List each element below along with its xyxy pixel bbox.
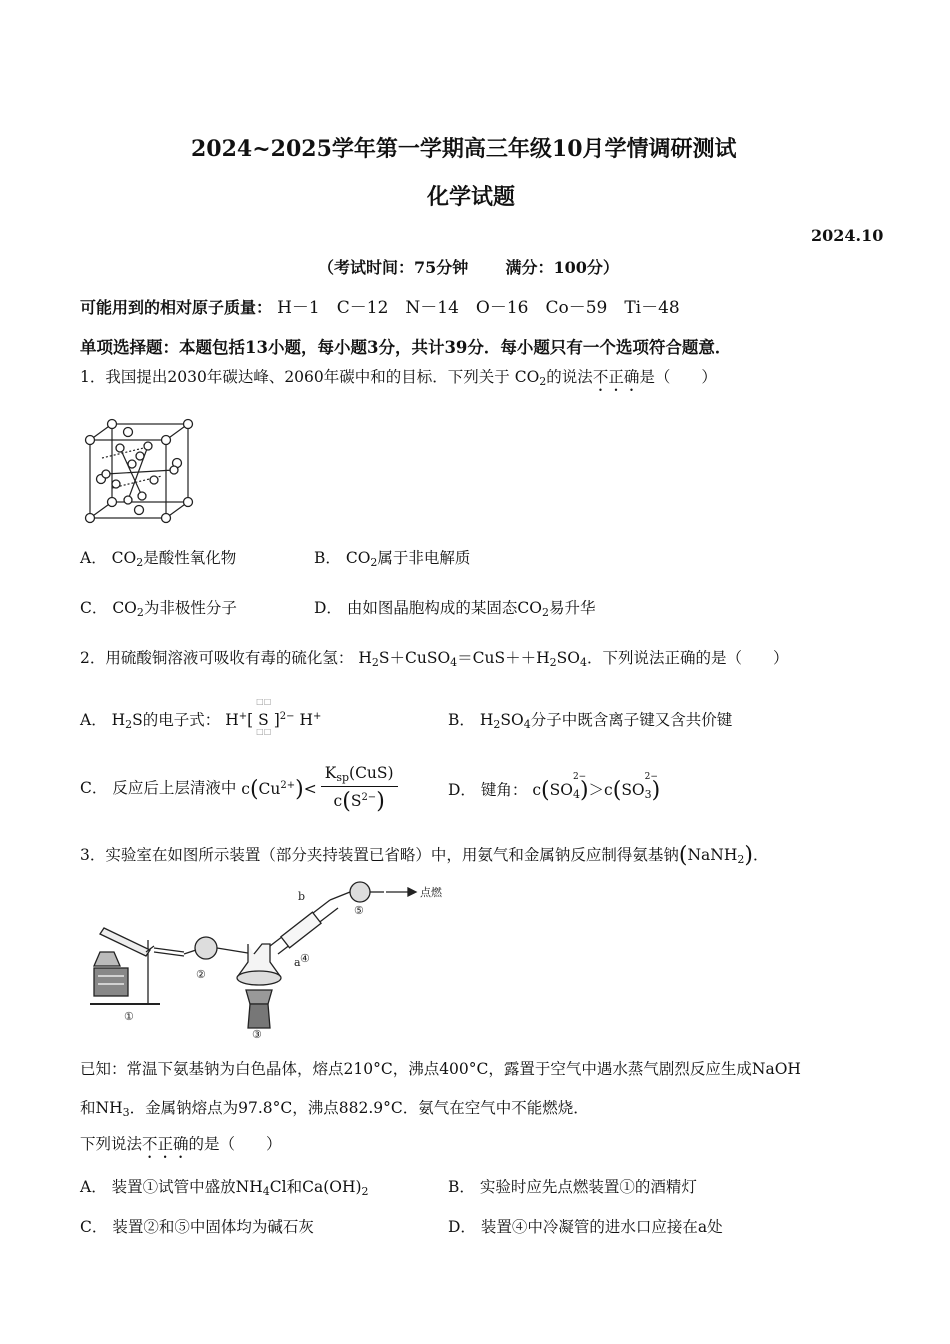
h2so4-formula: $H_2SO_4$ [479, 711, 531, 731]
q3-ask-b: 的是（ ） [188, 1135, 282, 1153]
exam-subject: 化学试题 [427, 184, 516, 210]
q2-option-c[interactable] [80, 764, 402, 814]
svg-text:①: ① [124, 1010, 134, 1023]
svg-text:a: a [294, 956, 301, 969]
question-1-text-a: 我国提出2030年碳达峰、2060年碳中和的目标．下列关于 [105, 368, 510, 386]
question-1-emph: 不正确 [592, 368, 640, 386]
exam-date: 2024.10 [811, 226, 884, 245]
q1-option-d-label: D． [314, 599, 342, 617]
bond-angle-expression: c(SO $_{2- 4}$)＞c(SO $_{2- 3}$) [532, 772, 661, 803]
q1-option-c-label: C． [80, 599, 108, 617]
question-3-text-a: 实验室在如图所示装置（部分夹持装置已省略）中，用氨气和金属钠反应制得氨基钠 [105, 846, 679, 864]
q2-option-d-label: D． [448, 781, 476, 799]
q3-option-c[interactable] [80, 1215, 314, 1237]
atomic-masses-label: 可能用到的相对原子质量： [80, 298, 273, 317]
exam-score-text: 满分：100分） [505, 258, 619, 277]
q3-option-c-label: C． [80, 1218, 108, 1236]
q1-option-d-text-b: 易升华 [548, 599, 596, 617]
co2-formula: $CO_2$ [345, 549, 378, 569]
q3-option-c-text: 装置②和⑤中固体均为碱石灰 [112, 1218, 314, 1236]
nh4cl-formula: $NH_4Cl$ [235, 1178, 287, 1198]
svg-text:③: ③ [252, 1028, 262, 1040]
q2-option-b[interactable] [448, 708, 732, 731]
question-3-num: 3． [80, 846, 106, 864]
question-2-stem [80, 646, 788, 669]
q2-option-b-text: 分子中既含离子键又含共价键 [530, 711, 733, 729]
co2-formula: $CO_2$ [112, 599, 144, 619]
ksp-fraction: $\frac{K_{sp}(CuS)}{c(S^{2-})}$ [321, 764, 398, 814]
q2-option-c-label: C． [80, 779, 108, 797]
q1-option-b[interactable] [314, 546, 470, 569]
h2s-formula: $H_2S$ [111, 711, 143, 731]
atomic-masses-values: H－1 C－12 N－14 O－16 Co－59 Ti－48 [277, 298, 680, 318]
nanh2-formula: (NaNH$_2$)． [678, 843, 769, 868]
question-1-text-c: 是（ ） [639, 368, 717, 386]
q2-option-a[interactable] [80, 697, 322, 736]
question-1-stem [80, 365, 717, 395]
q3-option-b[interactable] [448, 1175, 697, 1197]
q3-known-b-a: 和 [80, 1099, 96, 1117]
exam-time-text: （考试时间：75分钟 [318, 258, 469, 277]
q3-known-b-b: ．金属钠熔点为97.8°C，沸点882.9°C．氨气在空气中不能燃烧． [129, 1099, 589, 1117]
q2-option-a-label: A． [80, 711, 107, 729]
q1-option-d-text-a: 由如图晶胞构成的某固态 [346, 599, 518, 617]
cu-concentration-expression: $c(Cu^{2+})<$ [241, 776, 317, 802]
q3-option-a-label: A． [80, 1178, 107, 1196]
question-1-num: 1． [80, 368, 106, 386]
q3-option-b-text: 实验时应先点燃装置①的酒精灯 [479, 1178, 697, 1196]
exam-title: 2024~2025学年第一学期高三年级10月学情调研测试 [191, 136, 737, 162]
q1-option-b-text: 属于非电解质 [377, 549, 471, 567]
question-2-num: 2． [80, 649, 106, 667]
q3-option-a-text-b: 和 [286, 1178, 303, 1196]
q1-option-d[interactable] [314, 596, 595, 619]
q3-ask-emph: 不正确 [142, 1135, 189, 1153]
q1-option-a[interactable] [80, 546, 236, 569]
section-heading: 单项选择题：本题包括13小题，每小题3分，共计39分．每小题只有一个选项符合题意． [80, 338, 732, 357]
q2-option-b-label: B． [448, 711, 475, 729]
co2-formula: $CO_2$ [514, 368, 547, 388]
q2-option-d[interactable] [448, 772, 661, 803]
svg-text:②: ② [196, 968, 206, 981]
question-1-text-b: 的说法 [546, 368, 593, 386]
svg-text:⑤: ⑤ [354, 904, 364, 917]
svg-text:④: ④ [300, 952, 310, 965]
q3-ask [80, 1132, 282, 1162]
q3-known-line-1: 已知：常温下氨基钠为白色晶体，熔点210°C，沸点400°C，露置于空气中遇水蒸气剧烈反应生成NaOH [80, 1060, 801, 1078]
question-2-text-a: 用硫酸铜溶液可吸收有毒的硫化氢： [105, 649, 354, 667]
q2-option-d-text: 键角： [480, 781, 528, 799]
q1-option-a-text: 是酸性氧化物 [143, 549, 237, 567]
co2-formula: $CO_2$ [111, 549, 144, 569]
fire-label: 点燃 [420, 886, 442, 899]
q1-option-b-label: B． [314, 549, 341, 567]
q3-ask-a: 下列说法 [80, 1135, 143, 1153]
co2-formula: $CO_2$ [517, 599, 549, 619]
question-2-text-b: ．下列说法正确的是（ ） [586, 649, 789, 667]
co2-unit-cell-figure [82, 418, 198, 524]
q1-option-a-label: A． [80, 549, 107, 567]
q3-option-d-text: 装置④中冷凝管的进水口应接在a处 [480, 1218, 723, 1236]
h2s-electron-formula: H+[ S □□ □□ ]$^{2-}$ H+ [225, 697, 322, 736]
q3-option-d[interactable] [448, 1215, 723, 1237]
q1-option-c[interactable] [80, 596, 237, 619]
svg-text:b: b [298, 890, 306, 903]
q3-option-a-text-a: 装置①试管中盛放 [111, 1178, 236, 1196]
exam-time [318, 255, 619, 278]
q3-option-d-label: D． [448, 1218, 476, 1236]
reaction-equation: $H_2S+CuSO_4=CuS++H_2SO_4$ [358, 649, 587, 669]
apparatus-figure [84, 880, 444, 1040]
caoh2-formula: $Ca(OH)_2$ [302, 1178, 369, 1198]
q3-option-a[interactable] [80, 1175, 369, 1198]
question-3-stem [80, 843, 768, 868]
atomic-masses [80, 293, 680, 318]
q2-option-a-text: 的电子式： [142, 711, 221, 729]
q2-option-c-text: 反应后上层清液中 [112, 779, 237, 797]
q3-known-line-2 [80, 1096, 589, 1119]
q1-option-c-text: 为非极性分子 [143, 599, 237, 617]
nh3-formula: $NH_3$ [95, 1099, 130, 1119]
q3-option-b-label: B． [448, 1178, 475, 1196]
